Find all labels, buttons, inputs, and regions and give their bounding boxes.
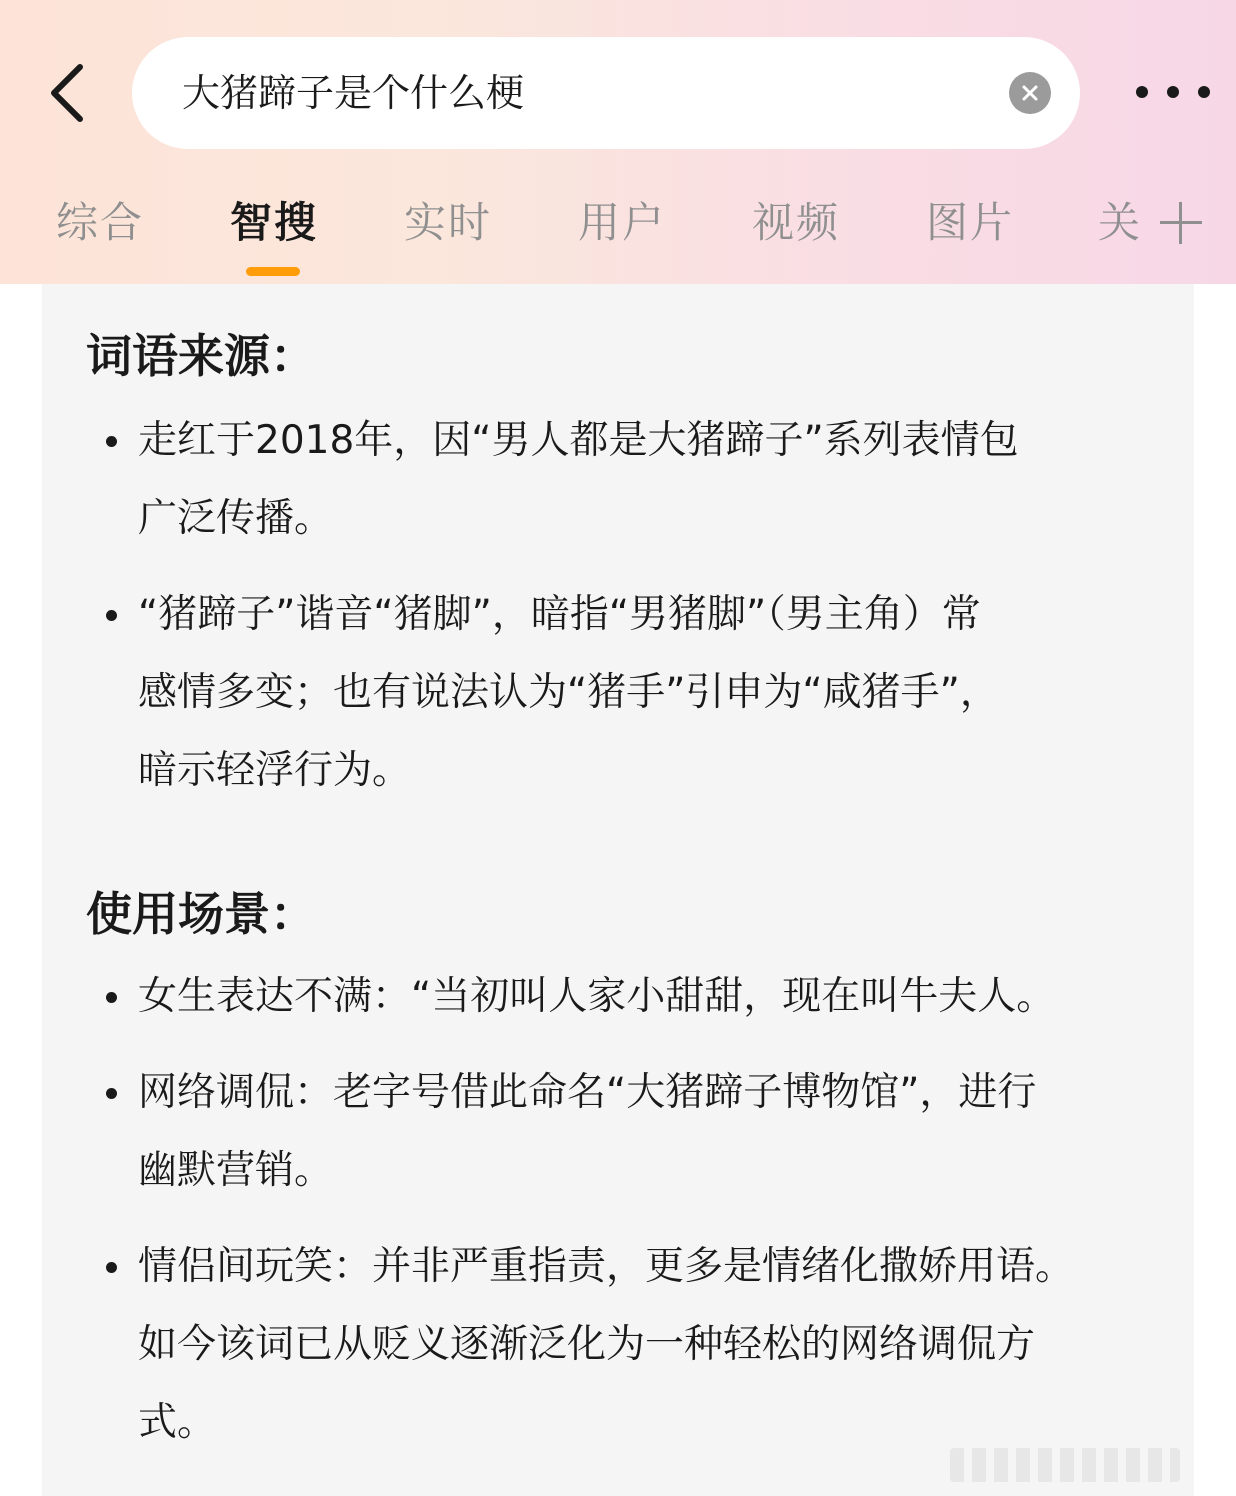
list-item-line: 走红于2018年，因“男人都是大猪蹄子”系列表情包 — [138, 418, 1019, 463]
tab-users[interactable]: 用户 — [578, 198, 667, 247]
list-item-line: 女生表达不满：“当初叫人家小甜甜，现在叫牛夫人。 — [138, 974, 1056, 1019]
list-item-line: 暗示轻浮行为。 — [138, 748, 412, 793]
clear-search-button[interactable] — [1009, 72, 1051, 114]
tab-images[interactable]: 图片 — [926, 198, 1015, 247]
tab-comprehensive[interactable]: 综合 — [56, 198, 145, 247]
list-item-line: 幽默营销。 — [138, 1148, 334, 1193]
bullet-icon — [106, 1262, 117, 1273]
list-item — [138, 958, 1168, 1036]
search-query-text: 大猪蹄子是个什么梗 — [182, 71, 525, 115]
bullet-icon — [106, 992, 117, 1003]
more-dot-icon — [1167, 86, 1179, 98]
more-dot-icon — [1136, 86, 1148, 98]
list-item-line: “猪蹄子”谐音“猪脚”，暗指“男猪脚”（男主角）常 — [138, 592, 981, 637]
list-item-line: 广泛传播。 — [138, 496, 334, 541]
list-item — [138, 1228, 1168, 1306]
tab-smart-search[interactable]: 智搜 — [230, 198, 319, 247]
closing-paragraph — [138, 1306, 1168, 1462]
search-tabs — [0, 190, 1236, 260]
bullet-icon — [106, 436, 117, 447]
list-item-line: 感情多变；也有说法认为“猪手”引申为“咸猪手”， — [138, 670, 999, 715]
list-item — [138, 576, 1168, 810]
active-tab-indicator — [246, 267, 300, 276]
watermark — [950, 1448, 1180, 1482]
more-dot-icon — [1198, 86, 1210, 98]
tab-overflow-clip — [1098, 190, 1143, 256]
closing-line: 式。 — [138, 1400, 217, 1445]
tab-realtime[interactable]: 实时 — [404, 198, 493, 247]
answer-card — [42, 284, 1194, 1496]
list-item — [138, 1054, 1168, 1210]
bullet-icon — [106, 610, 117, 621]
list-item — [138, 402, 1168, 558]
close-icon — [1020, 83, 1040, 103]
add-tab-button[interactable] — [1158, 200, 1204, 246]
section-title-usage: 使用场景： — [86, 887, 316, 941]
chevron-left-icon — [46, 63, 86, 123]
more-options-button[interactable] — [1136, 75, 1210, 109]
section-title-origin: 词语来源： — [86, 329, 316, 383]
back-button[interactable] — [36, 58, 96, 128]
list-item-line: 网络调侃：老字号借此命名“大猪蹄子博物馆”，进行 — [138, 1070, 1037, 1115]
tab-more-partial[interactable]: 关 — [1098, 198, 1143, 247]
bullet-icon — [106, 1088, 117, 1099]
search-input[interactable] — [132, 37, 1080, 149]
tab-videos[interactable]: 视频 — [752, 198, 841, 247]
top-header — [0, 0, 1236, 284]
closing-line: 如今该词已从贬义逐渐泛化为一种轻松的网络调侃方 — [138, 1322, 1036, 1367]
list-item-line: 情侣间玩笑：并非严重指责，更多是情绪化撒娇用语。 — [138, 1244, 1075, 1289]
